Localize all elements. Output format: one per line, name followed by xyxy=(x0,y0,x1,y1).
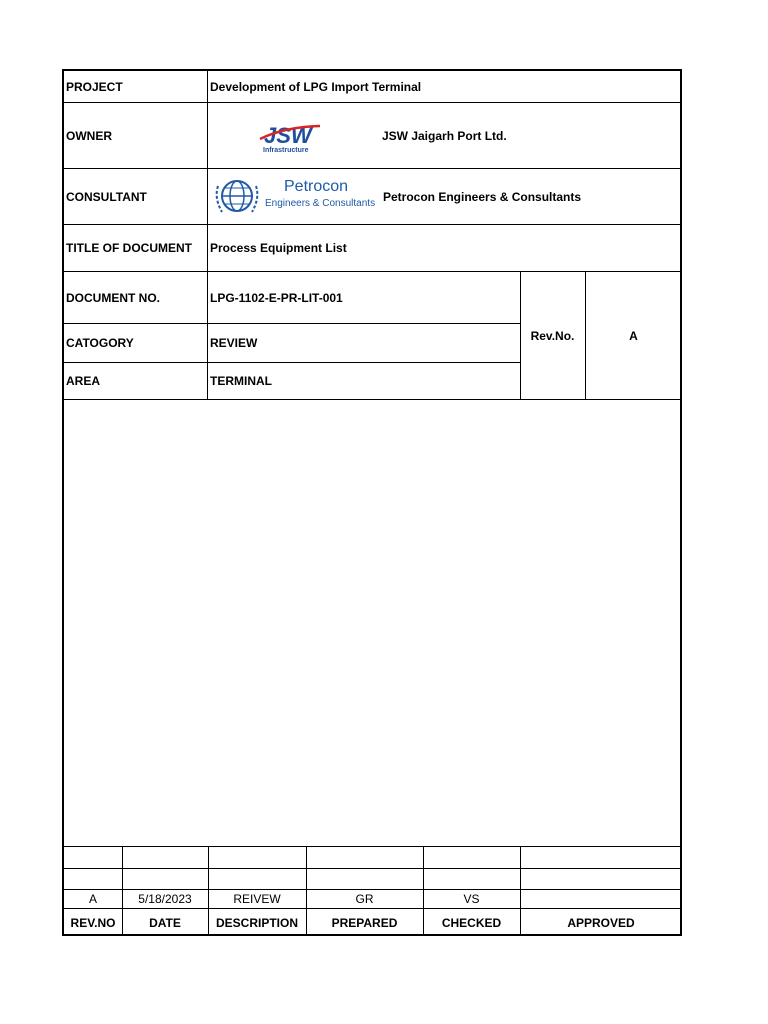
row-divider xyxy=(64,271,680,272)
owner-value: JSW Jaigarh Port Ltd. xyxy=(382,129,507,143)
row-divider xyxy=(64,224,680,225)
consultant-value: Petrocon Engineers & Consultants xyxy=(383,190,582,204)
project-label: PROJECT xyxy=(66,80,123,94)
cover-sheet xyxy=(62,69,682,936)
jsw-logo xyxy=(254,123,329,157)
revision-cell: REIVEW xyxy=(233,892,281,906)
revision-header: DESCRIPTION xyxy=(215,916,298,930)
revision-header: PREPARED xyxy=(331,916,398,930)
category-value: REVIEW xyxy=(210,336,258,350)
revision-cell: A xyxy=(88,892,97,906)
revision-cell: GR xyxy=(355,892,374,906)
row-divider xyxy=(64,168,680,169)
area-value: TERMINAL xyxy=(210,374,272,388)
revision-header: DATE xyxy=(149,916,181,930)
revision-header: REV.NO xyxy=(70,916,116,930)
jsw-logo-sub: Infrastructure xyxy=(263,147,309,154)
revision-header-divider xyxy=(64,908,680,909)
revno-label: Rev.No. xyxy=(530,329,575,343)
docno-label: DOCUMENT NO. xyxy=(66,291,160,305)
revision-cell: 5/18/2023 xyxy=(138,892,192,906)
col-divider xyxy=(207,71,208,399)
revision-header: APPROVED xyxy=(567,916,635,930)
category-label: CATOGORY xyxy=(66,336,134,350)
row-divider xyxy=(64,399,680,400)
revision-cell: VS xyxy=(463,892,480,906)
revno-value: A xyxy=(629,329,638,343)
consultant-label: CONSULTANT xyxy=(66,190,147,204)
title-value: Process Equipment List xyxy=(210,241,347,255)
revision-row-divider xyxy=(64,868,680,869)
project-value: Development of LPG Import Terminal xyxy=(210,80,422,94)
globe-emblem-icon xyxy=(212,172,262,220)
revision-header: CHECKED xyxy=(441,916,502,930)
area-label: AREA xyxy=(66,374,101,388)
docno-value: LPG-1102-E-PR-LIT-001 xyxy=(210,291,343,305)
petrocon-logo-text: Petrocon xyxy=(284,178,349,195)
petrocon-logo xyxy=(212,172,376,220)
revision-row-divider xyxy=(64,889,680,890)
row-divider xyxy=(64,323,520,324)
owner-label: OWNER xyxy=(66,129,112,143)
row-divider xyxy=(64,102,680,103)
petrocon-logo-sub: Engineers & Consultants xyxy=(265,198,376,209)
row-divider xyxy=(64,362,520,363)
revision-table-top xyxy=(64,846,680,847)
title-label: TITLE OF DOCUMENT xyxy=(66,241,192,255)
svg-text:JSW: JSW xyxy=(264,123,312,148)
